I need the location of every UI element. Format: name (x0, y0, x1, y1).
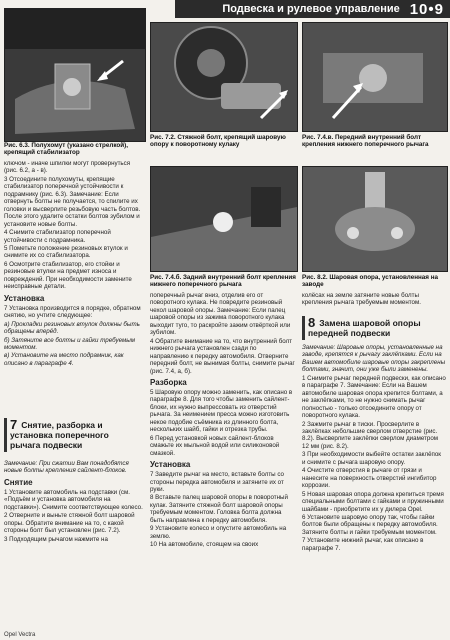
photo-stabilizer-clamp (4, 8, 146, 142)
list-item: а) Прокладки резиновых втулок должны быть обращены вперёд. (4, 320, 140, 336)
paragraph: 7 Заведите рычаг на место, вставьте болты со стороны передка автомобиля и затяните их от руки. (150, 471, 284, 493)
paragraph: 3 Подходящим рычагом нажмите на (4, 535, 108, 543)
paragraph: 4 Очистите отверстия в рычаге от грязи и нанесите на поверхность отверстий ингибитор коррозии. (302, 467, 437, 490)
photo-front-inner-bolt-image (303, 23, 447, 131)
paragraph: 6 Перед установкой новых сайлент-блоков смажьте их мыльной водой или силиконовой смазкой. (150, 434, 280, 457)
note: Замечание: Шаровые опоры, установленные на заводе, крепятся к рычагу заклёпками. Если на Вашем автомобиле шаровые опоры закреплены болтами, значит, они уже были заменены. (302, 344, 446, 374)
paragraph: ключом - иначе шпилки могут провернуться (рис. 6.2, а - в). (4, 160, 131, 175)
page-footer: Opel Vectra (4, 632, 36, 638)
paragraph: 5 Шаровую опору можно заменить, как описано в параграфе 8. Для того чтобы заменить сайлент-блоки, их нужно выпрессовать из отверстий рычага. За неимением пресса можно изготовить некое подобие съёмника из длинного болта, нескольких шайб, гайки и отрезка трубы. (150, 388, 293, 434)
photo-factory-ball-joint-image (303, 167, 447, 271)
paragraph: 1 Снимите рычаг передней подвески, как описано в параграфе 7. Замечание: Если на Вашем автомобиле шаровая опора крепится болтами, а не заклёпками, то не нужно снимать рычаг полностью - только отсоедините опору от поворотного кулака. (302, 374, 446, 420)
section-title: Подвеска и рулевое управление (222, 3, 400, 15)
caption-fig-7-4-v: Рис. 7.4.в. Передний внутренний болт крепления нижнего поперечного рычага (302, 134, 429, 149)
list-item: в) Установите на место подрамник, как описано в параграфе 4. (4, 352, 124, 367)
column-3-text-top (302, 292, 446, 308)
column-1-text (4, 160, 144, 368)
subheading-installation: Установка (150, 460, 191, 470)
paragraph: поперечный рычаг вниз, отделив его от поворотного кулака. Не повредите резиновый чехол шаровой опоры. Замечание: Если палец шаровой опоры из зажима поворотного кулака выходит туго, то раскройте зажим отвёрткой или зубилом. (150, 292, 291, 337)
paragraph: 6 Установите шаровую опору так, чтобы гайки болтов были обращены к передку автомобиля. Затяните болты и гайки требуемым моментом. (302, 513, 438, 536)
paragraph: колёсах на земле затяните новые болты крепления рычага требуемым моментом. (302, 292, 421, 307)
list-item: б) Затяните все болты и гайки требуемым моментом. (4, 336, 136, 351)
paragraph: 3 При необходимости выбейте остатки заклёпок и снимите с рычага шаровую опору. (302, 451, 442, 466)
paragraph: 1 Установите автомобиль на подставки (см. «Подъём и установка автомобиля на подставки»). Снимите соответствующее колесо. (4, 488, 143, 511)
paragraph: 4 Обратите внимание на то, что внутренний болт нижнего рычага установлен сзади по направлению к передку автомобиля. Отверните передний болт, не вынимая болты, снимите рычаг (рис. 7.4, а, б). (150, 337, 295, 375)
column-1-text-lower (4, 460, 144, 544)
section-title: Замена шаровой опоры передней подвески (308, 318, 421, 338)
subheading-disassembly: Разборка (150, 377, 187, 387)
subheading-removal: Снятие (4, 477, 33, 487)
note: Замечание: При сжатии Вам понадобятся новые болты крепления сайлент-блоков. (4, 460, 129, 475)
section-8-heading (302, 316, 446, 340)
paragraph: 6 Осмотрите стабилизатор, его стойки и резиновые втулки на предмет износа и повреждений. При необходимости замените неисправные детали. (4, 260, 132, 291)
section-title: Снятие, разборка и установка поперечного рычага подвески (10, 420, 109, 450)
paragraph: 4 Снимите стабилизатор поперечной устойчивости с подрамника. (4, 229, 111, 244)
caption-fig-6-3: Рис. 6.3. Полухомут (указано стрелкой), крепящий стабилизатор (4, 142, 128, 157)
column-3-text (302, 344, 446, 553)
paragraph: 8 Вставьте палец шаровой опоры в поворотный кулак. Затяните стяжной болт шаровой опоры требуемым моментом. Головка болта должна быть направлена к передку автомобиля. (150, 494, 288, 524)
section-7-heading (4, 418, 144, 452)
paragraph: 2 Зажмите рычаг в тиски. Просверлите в заклёпках небольшие сверлом отверстие (рис. 8.2). Высверлите заклёпки сверлом диаметром 12 мм (рис. 8.2). (302, 420, 439, 450)
photo-front-inner-bolt (302, 22, 448, 132)
photo-factory-ball-joint (302, 166, 448, 272)
paragraph: 5 Пометьте положение резиновых втулок и снимите их со стабилизатора. (4, 244, 128, 260)
section-number: 7 (10, 417, 18, 432)
page-number: 10•9 (409, 0, 444, 18)
paragraph: 5 Новая шаровая опора должна крепиться тремя специальными болтами с гайками и пружинными шайбами - приобретите их у дилера Opel. (302, 490, 444, 513)
paragraph: 3 Отсоедините полухомуты, крепящие стабилизатор поперечной устойчивости к подрамнику (рис. 6.3). Замечание: Если отвернуть болты не получается, то спилите их головки и высверлите резьбовую часть болтов. После этого удалите остатки болтов зубилом и установите новые болты. (4, 175, 141, 228)
photo-ball-joint-bolt-image (151, 23, 297, 131)
column-2-text (150, 292, 296, 550)
paragraph: 2 Отверните и выньте стяжной болт шаровой опоры. Обратите внимание на то, с какой стороны болт был установлен (рис. 7.2). (4, 512, 135, 535)
photo-rear-inner-bolt-image (151, 167, 297, 271)
photo-ball-joint-bolt (150, 22, 298, 132)
caption-fig-8-2: Рис. 8.2. Шаровая опора, установленная на заводе (302, 274, 439, 289)
paragraph: 7 Установка производится в порядке, обратном снятию, но учтите следующее: (4, 304, 141, 320)
paragraph: 7 Установите нижний рычаг, как описано в параграфе 7. (302, 537, 424, 552)
page-header (175, 0, 450, 18)
section-number: 8 (308, 315, 316, 330)
photo-rear-inner-bolt (150, 166, 298, 272)
paragraph: 10 На автомобиле, стоящем на своих (150, 541, 259, 549)
caption-fig-7-2: Рис. 7.2. Стяжной болт, крепящий шаровую опору к поворотному кулаку (150, 134, 286, 149)
photo-stabilizer-clamp-image (5, 9, 145, 141)
caption-fig-7-4-b: Рис. 7.4.б. Задний внутренний болт крепления нижнего поперечного рычага (150, 274, 296, 289)
paragraph: 9 Установите колесо и опустите автомобиль на землю. (150, 525, 287, 540)
subheading-installation: Установка (4, 293, 45, 303)
